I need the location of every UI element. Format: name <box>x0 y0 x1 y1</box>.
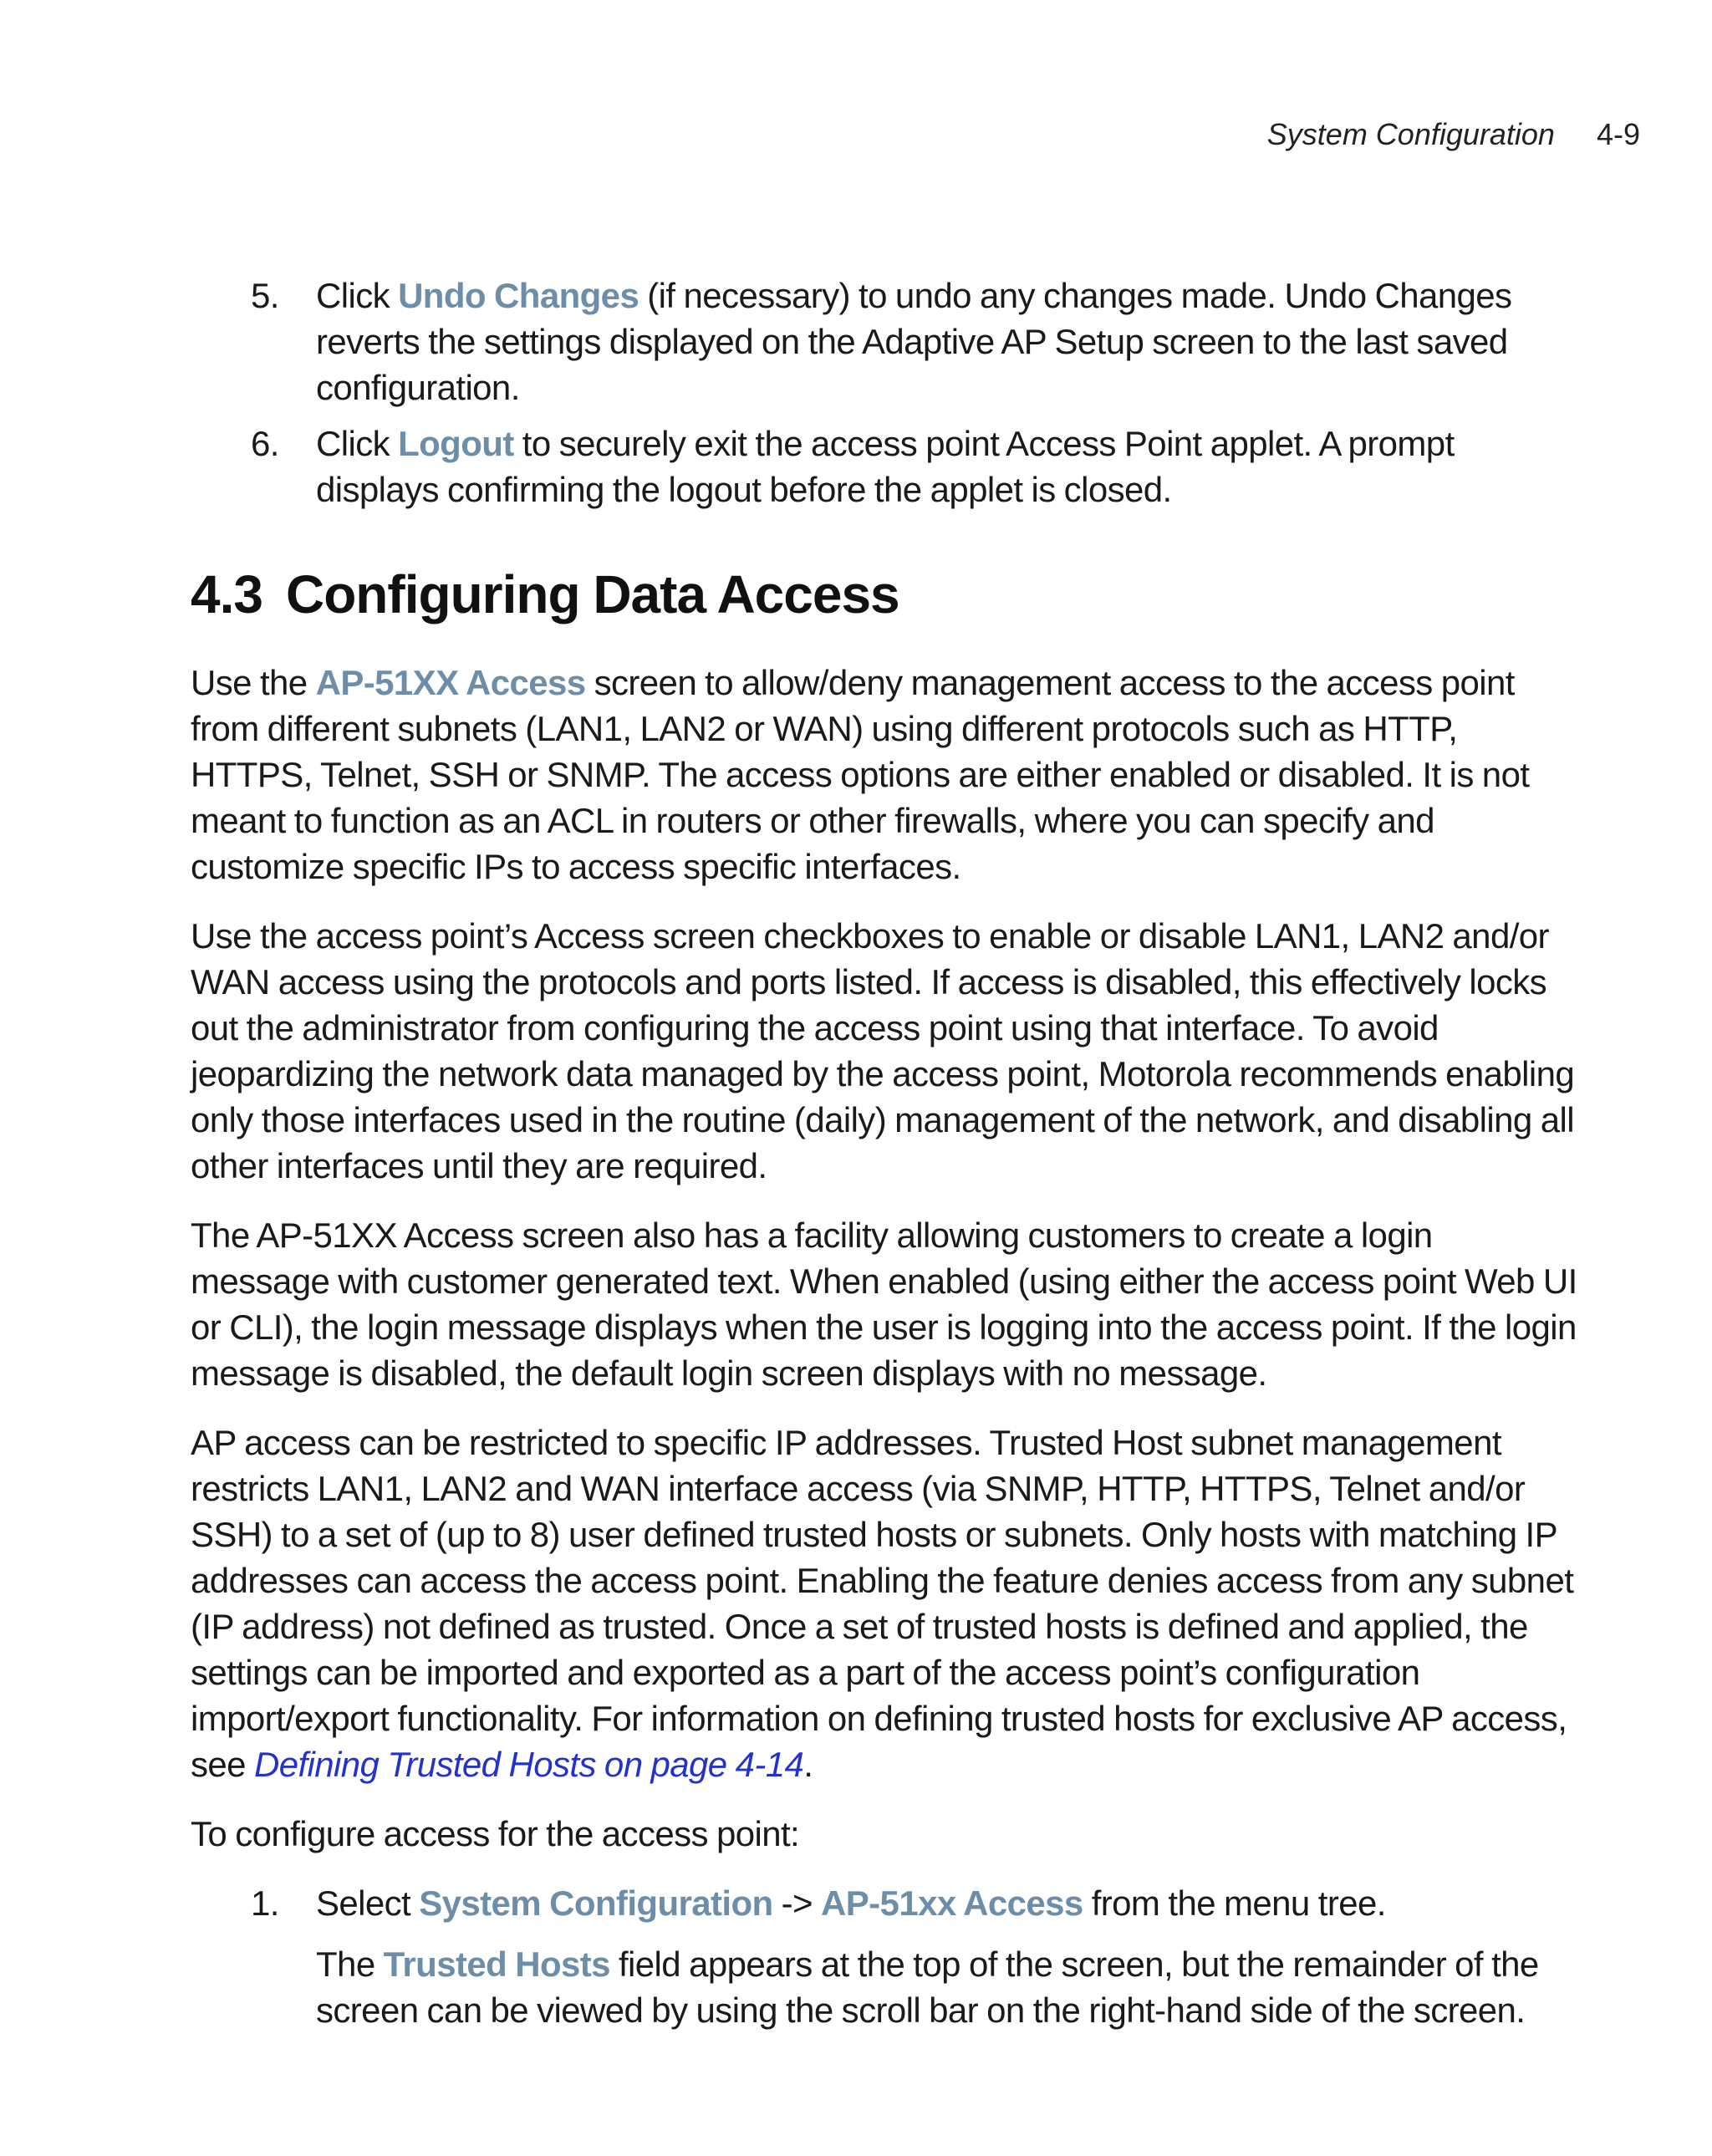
running-header <box>1267 117 1640 152</box>
step-1-subparagraph <box>316 1941 1578 2033</box>
step-text-after: to securely exit the access point Access Point applet. A prompt displays confirming the logout before the applet is closed. <box>316 424 1455 509</box>
ap-51xx-access-keyword: AP-51XX Access <box>315 663 586 702</box>
steps-list-top <box>191 273 1578 512</box>
para-end: . <box>803 1745 813 1784</box>
trusted-hosts-keyword: Trusted Hosts <box>383 1944 610 1984</box>
section-number: 4.3 <box>191 564 262 624</box>
step-text-before: Select <box>316 1883 420 1923</box>
page-content <box>191 273 1578 2043</box>
step-item-5 <box>191 273 1578 410</box>
step-text-after: from the menu tree. <box>1083 1883 1386 1923</box>
para-text: screen to allow/deny management access to the access point from different subnets (LAN1, LAN2 or WAN) using different protocols such as HTTP, HTTPS, Telnet, SSH or SNMP. The access options are either enabled or disabled. It is not meant to function as an ACL in routers or other firewalls, where you can specify and customize specific IPs to access specific interfaces. <box>191 663 1530 886</box>
paragraph-checkboxes: Use the access point’s Access screen checkboxes to enable or disable LAN1, LAN2 and/or WAN access using the protocols and ports listed. If access is disabled, this effectively locks out the administrator from configuring the access point using that interface. To avoid jeopardizing the network data managed by the access point, Motorola recommends enabling only those interfaces used in the routine (daily) management of the network, and disabling all other interfaces until they are required. <box>191 916 1575 1185</box>
step-number: 5. <box>251 276 279 315</box>
step-text-before: Click <box>316 276 399 315</box>
header-section-name: System Configuration <box>1266 117 1555 151</box>
sub-text-after: field appears at the top of the screen, but the remainder of the screen can be viewed by using the scroll bar on the right-hand side of the screen. <box>316 1944 1539 2030</box>
step-text-after: (if necessary) to undo any changes made. Undo Changes reverts the settings displayed on the Adaptive AP Setup screen to the last saved configuration. <box>316 276 1512 407</box>
paragraph-trusted-hosts <box>191 1419 1578 1787</box>
section-heading <box>191 563 1578 626</box>
undo-changes-keyword: Undo Changes <box>398 276 639 315</box>
paragraph-login-message: The AP-51XX Access screen also has a facility allowing customers to create a login message with customer generated text. When enabled (using either the access point Web UI or CLI), the login message displays when the user is logging into the access point. If the login message is disabled, the default login screen displays with no message. <box>191 1216 1577 1393</box>
step-text-before: Click <box>316 424 399 463</box>
section-title: Configuring Data Access <box>285 564 899 624</box>
sub-text-before: The <box>316 1944 384 1984</box>
para-text: AP access can be restricted to specific IP addresses. Trusted Host subnet management restricts LAN1, LAN2 and WAN interface access (via SNMP, HTTP, HTTPS, Telnet and/or SSH) to a set of (up to 8) user defined trusted hosts or subnets. Only hosts with matching IP addresses can access the access point. Enabling the feature denies access from any subnet (IP address) not defined as trusted. Once a set of trusted hosts is defined and applied, the settings can be imported and exported as a part of the access point’s configuration import/export functionality. For information on defining trusted hosts for exclusive AP access, see <box>191 1423 1574 1784</box>
step-number: 1. <box>251 1883 279 1923</box>
defining-trusted-hosts-link[interactable]: Defining Trusted Hosts on page 4-14 <box>254 1745 804 1784</box>
step-text-middle: -> <box>772 1883 822 1923</box>
step-item-1 <box>191 1880 1578 2033</box>
system-configuration-keyword: System Configuration <box>419 1883 773 1923</box>
ap-51xx-access-menu-keyword: AP-51xx Access <box>821 1883 1083 1923</box>
logout-keyword: Logout <box>398 424 514 463</box>
step-item-6 <box>191 420 1578 512</box>
para-text: Use the <box>191 663 316 702</box>
paragraph-configure-intro: To configure access for the access point: <box>191 1814 800 1853</box>
paragraph-access-screen <box>191 660 1578 889</box>
step-number: 6. <box>251 424 279 463</box>
steps-list-configure <box>191 1880 1578 2033</box>
header-page-number: 4-9 <box>1596 117 1640 151</box>
